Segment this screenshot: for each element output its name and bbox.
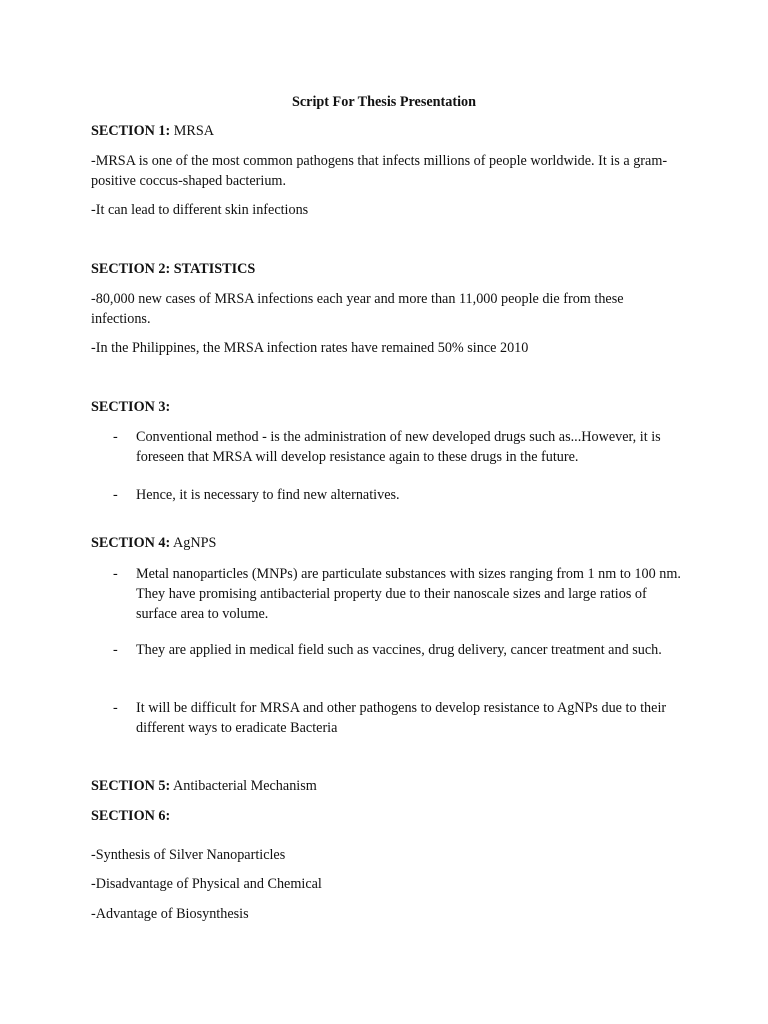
section-1-heading [91,123,214,140]
section-6-heading [91,808,170,825]
section-6-item-1: -Synthesis of Silver Nanoparticles [91,847,286,863]
bullet-text: Hence, it is necessary to find new alternatives. [136,487,400,503]
bullet-dash: - [113,700,118,716]
section-2-heading [91,261,255,278]
section-6-item-3: -Advantage of Biosynthesis [91,906,249,922]
section-4-label: SECTION 4: [91,535,171,551]
section-2-paragraph-2: -In the Philippines, the MRSA infection rates have remained 50% since 2010 [91,340,529,356]
bullet-text: Conventional method - is the administration of new developed drugs such as...However, it is foreseen that MRSA will develop resistance again to these drugs in the future. [136,429,661,465]
section-3-label: SECTION 3: [91,399,171,415]
section-6-item-2: -Disadvantage of Physical and Chemical [91,876,322,892]
document-title: Script For Thesis Presentation [291,94,477,110]
section-4-bullet-2 [113,640,681,660]
section-2-paragraph-1: -80,000 new cases of MRSA infections each year and more than 11,000 people die from these infections. [91,291,624,327]
section-4-bullet-1 [113,564,681,624]
bullet-dash: - [113,429,118,445]
section-4-bullet-3 [113,698,681,738]
bullet-dash: - [113,642,118,658]
section-4-name: AgNPS [173,535,217,551]
section-4-heading [91,535,216,552]
section-6-label: SECTION 6: [91,808,171,824]
section-2-label: SECTION 2: STATISTICS [91,261,256,277]
section-3-bullet-1 [113,427,681,467]
section-1-paragraph-1: -MRSA is one of the most common pathogens that infects millions of people worldwide. It is a gram-positive coccus-shaped bacterium. [91,153,668,189]
section-5-heading [91,778,317,795]
section-5-label: SECTION 5: [91,778,171,794]
bullet-text: It will be difficult for MRSA and other pathogens to develop resistance to AgNPs due to their different ways to eradicate Bacteria [136,700,667,736]
section-3-heading [91,399,170,416]
section-1-label: SECTION 1: [91,123,171,139]
bullet-text: Metal nanoparticles (MNPs) are particulate substances with sizes ranging from 1 nm to 100 nm. They have promising antibacterial property due to their nanoscale sizes and large ratios of surface area to volume. [136,566,681,622]
bullet-dash: - [113,566,118,582]
bullet-dash: - [113,487,118,503]
section-3-bullet-2 [113,485,681,505]
section-5-name: Antibacterial Mechanism [173,778,317,794]
bullet-text: They are applied in medical field such as vaccines, drug delivery, cancer treatment and such. [136,642,662,658]
section-1-name: MRSA [173,123,214,139]
section-1-paragraph-2: -It can lead to different skin infections [91,202,309,218]
